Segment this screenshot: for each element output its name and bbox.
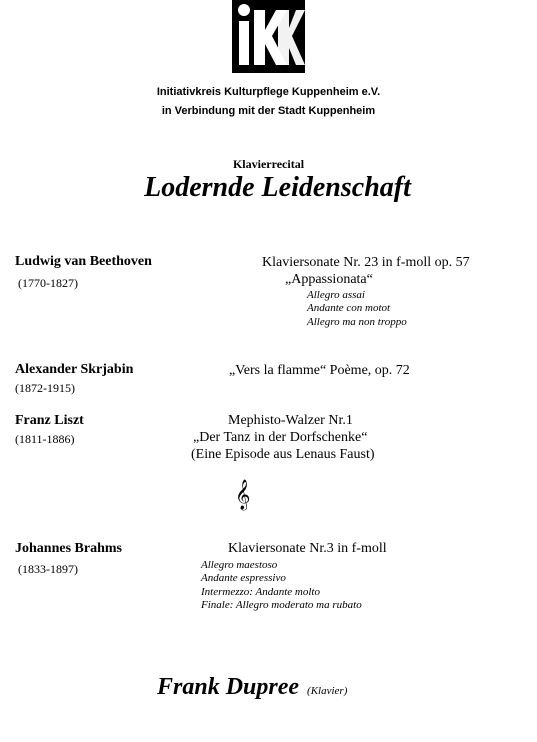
treble-clef-icon: 𝄞 bbox=[235, 480, 251, 510]
work-liszt-subtitle: „Der Tanz in der Dorfschenke“ bbox=[193, 430, 368, 445]
movement: Allegro assai bbox=[307, 289, 365, 301]
ikk-logo bbox=[232, 0, 305, 73]
movement: Allegro ma non troppo bbox=[307, 316, 407, 328]
composer-brahms: Johannes Brahms bbox=[15, 541, 122, 556]
work-beethoven-subtitle: „Appassionata“ bbox=[285, 272, 373, 287]
movement: Intermezzo: Andante molto bbox=[201, 586, 320, 598]
movement: Andante espressivo bbox=[201, 572, 286, 584]
work-liszt: Mephisto-Walzer Nr.1 bbox=[228, 413, 353, 428]
org-name: Initiativkreis Kulturpflege Kuppenheim e.V. bbox=[156, 86, 381, 98]
work-liszt-note: (Eine Episode aus Lenaus Faust) bbox=[191, 447, 375, 462]
work-skrjabin: „Vers la flamme“ Poème, op. 72 bbox=[229, 363, 410, 378]
work-brahms: Klaviersonate Nr.3 in f-moll bbox=[228, 541, 387, 556]
dates-beethoven: (1770-1827) bbox=[18, 276, 78, 290]
composer-beethoven: Ludwig van Beethoven bbox=[15, 254, 152, 269]
event-type: Klavierrecital bbox=[232, 157, 305, 171]
composer-liszt: Franz Liszt bbox=[15, 413, 84, 428]
event-title: Lodernde Leidenschaft bbox=[144, 172, 411, 203]
dates-brahms: (1833-1897) bbox=[18, 562, 78, 576]
movement: Andante con motot bbox=[307, 302, 391, 314]
composer-skrjabin: Alexander Skrjabin bbox=[15, 362, 134, 377]
dates-skrjabin: (1872-1915) bbox=[15, 381, 75, 395]
performer-name: Frank Dupree bbox=[157, 674, 300, 700]
movement: Allegro maestoso bbox=[201, 559, 278, 571]
performer-instrument: (Klavier) bbox=[307, 685, 348, 697]
dates-liszt: (1811-1886) bbox=[15, 432, 75, 446]
work-beethoven: Klaviersonate Nr. 23 in f-moll op. 57 bbox=[262, 255, 470, 270]
performer bbox=[157, 674, 347, 701]
movement: Finale: Allegro moderato ma rubato bbox=[201, 599, 362, 611]
org-partner: in Verbindung mit der Stadt Kuppenheim bbox=[161, 105, 376, 117]
